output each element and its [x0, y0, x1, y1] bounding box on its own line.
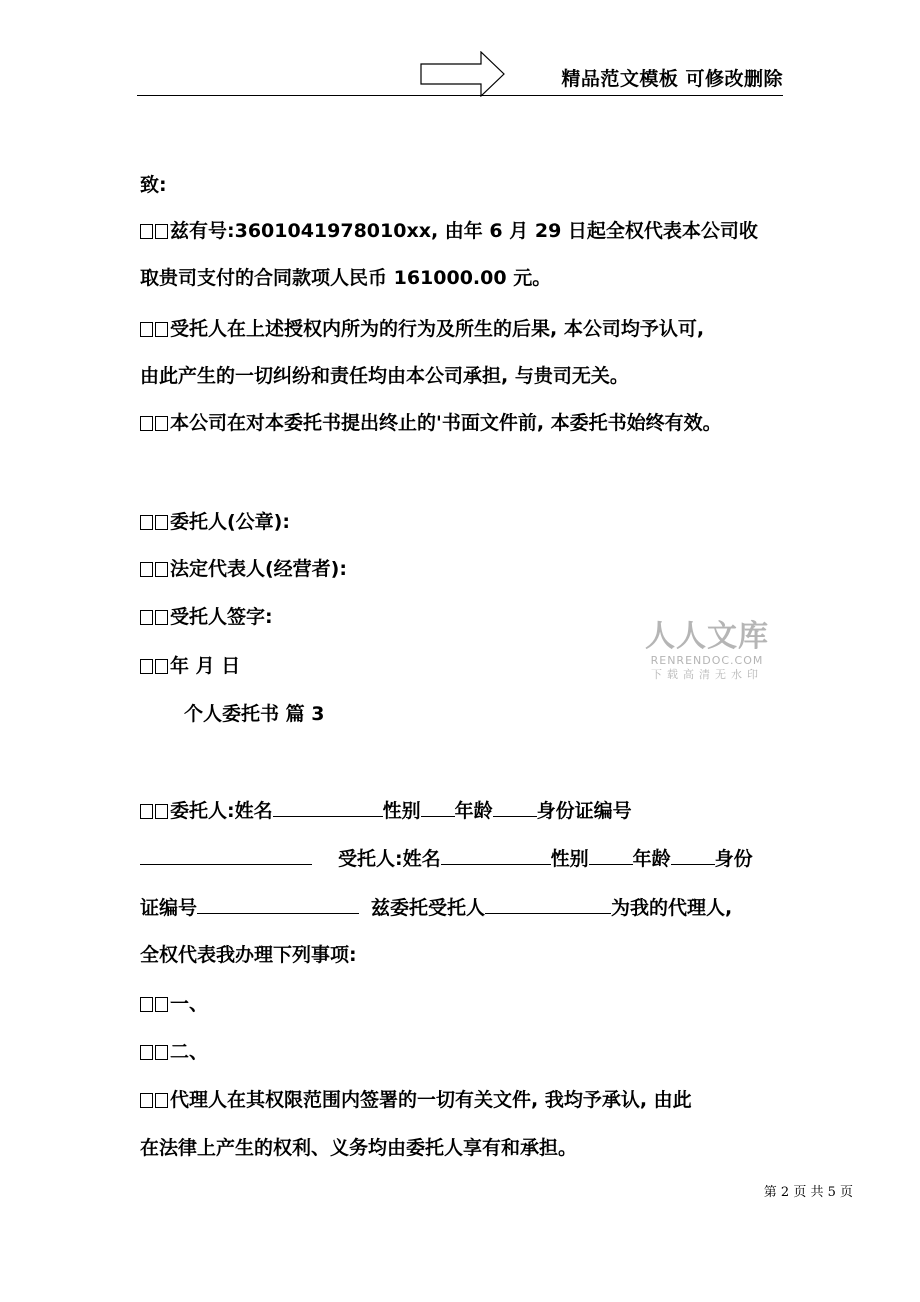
watermark-title: 人人文库: [645, 619, 769, 654]
paragraph-3: [140, 411, 722, 435]
placeholder-box: [155, 1093, 168, 1108]
placeholder-box: [155, 562, 168, 577]
closing-line-1: [140, 1088, 692, 1112]
form-line-3: [140, 895, 732, 920]
placeholder-box: [155, 610, 168, 625]
item-label: 一、: [170, 993, 209, 1015]
form-label: 年龄: [632, 848, 671, 870]
agent-gender-blank: [589, 846, 633, 865]
form-label: 兹委托受托人: [371, 897, 486, 919]
placeholder-box: [140, 997, 153, 1012]
form-label: 性别: [550, 848, 589, 870]
placeholder-box: [155, 416, 168, 431]
agent-name-blank: [441, 846, 551, 865]
placeholder-box: [155, 659, 168, 674]
signature-principal: [140, 510, 290, 534]
signature-label: 委托人(公章):: [170, 511, 290, 533]
signature-label: 受托人签字:: [170, 606, 273, 628]
form-line-1: [140, 798, 632, 823]
item-1: [140, 992, 208, 1016]
form-label: 受托人:姓名: [338, 848, 441, 870]
form-label: 委托人:姓名: [170, 800, 273, 822]
id-number-blank: [140, 846, 312, 865]
placeholder-box: [155, 804, 168, 819]
signature-date: [140, 654, 240, 678]
form-label: 证编号: [140, 897, 198, 919]
signature-label: 法定代表人(经营者):: [170, 558, 347, 580]
paragraph-text: 本公司在对本委托书提出终止的'书面文件前, 本委托书始终有效。: [170, 412, 722, 434]
watermark-domain: RENRENDOC.COM: [650, 654, 764, 667]
header-label: 精品范文模板 可修改删除: [561, 68, 783, 90]
page-number: 第 2 页 共 5 页: [763, 1185, 853, 1200]
placeholder-box: [155, 997, 168, 1012]
agent-id-blank: [197, 895, 359, 914]
watermark-tagline: 下载高清无水印: [651, 668, 763, 681]
paragraph-text: 受托人在上述授权内所为的行为及所生的后果, 本公司均予认可,: [170, 318, 705, 340]
form-label: 身份: [714, 848, 753, 870]
form-label: 为我的代理人,: [611, 897, 733, 919]
age-blank: [493, 798, 537, 817]
paragraph-2-line-2: 由此产生的一切纠纷和责任均由本公司承担, 与贵司无关。: [140, 365, 629, 387]
signature-legal-representative: [140, 557, 347, 581]
paragraph-2-line-1: [140, 317, 704, 341]
placeholder-box: [140, 804, 153, 819]
placeholder-box: [155, 224, 168, 239]
placeholder-box: [140, 515, 153, 530]
paragraph-text: 兹有号:3601041978010xx, 由年 6 月 29 日起全权代表本公司收: [170, 220, 758, 242]
entrusted-agent-blank: [485, 895, 611, 914]
gender-blank: [421, 798, 455, 817]
signature-agent: [140, 605, 273, 629]
placeholder-box: [140, 659, 153, 674]
paragraph-text: 代理人在其权限范围内签署的一切有关文件, 我均予承认, 由此: [170, 1089, 692, 1111]
placeholder-box: [155, 515, 168, 530]
date-label: 年 月 日: [170, 655, 241, 677]
form-label: 年龄: [454, 800, 493, 822]
name-blank: [273, 798, 383, 817]
placeholder-box: [140, 322, 153, 337]
item-label: 二、: [170, 1041, 209, 1063]
placeholder-box: [140, 416, 153, 431]
agent-age-blank: [671, 846, 715, 865]
placeholder-box: [140, 610, 153, 625]
section-title: 个人委托书 篇 3: [184, 703, 325, 725]
placeholder-box: [140, 562, 153, 577]
paragraph-1-line-2: 取贵司支付的合同款项人民币 161000.00 元。: [140, 267, 552, 289]
placeholder-box: [140, 1045, 153, 1060]
placeholder-box: [155, 1045, 168, 1060]
arrow-right-icon: [420, 51, 506, 97]
paragraph-1-line-1: [140, 219, 758, 243]
watermark: [645, 620, 769, 682]
placeholder-box: [155, 322, 168, 337]
salutation: 致:: [140, 174, 167, 196]
placeholder-box: [140, 224, 153, 239]
item-2: [140, 1040, 208, 1064]
form-label: 身份证编号: [536, 800, 632, 822]
closing-line-2: 在法律上产生的权利、义务均由委托人享有和承担。: [140, 1137, 578, 1159]
form-line-2: [140, 846, 753, 871]
form-label: 性别: [382, 800, 421, 822]
placeholder-box: [140, 1093, 153, 1108]
form-line-4: 全权代表我办理下列事项:: [140, 944, 357, 966]
